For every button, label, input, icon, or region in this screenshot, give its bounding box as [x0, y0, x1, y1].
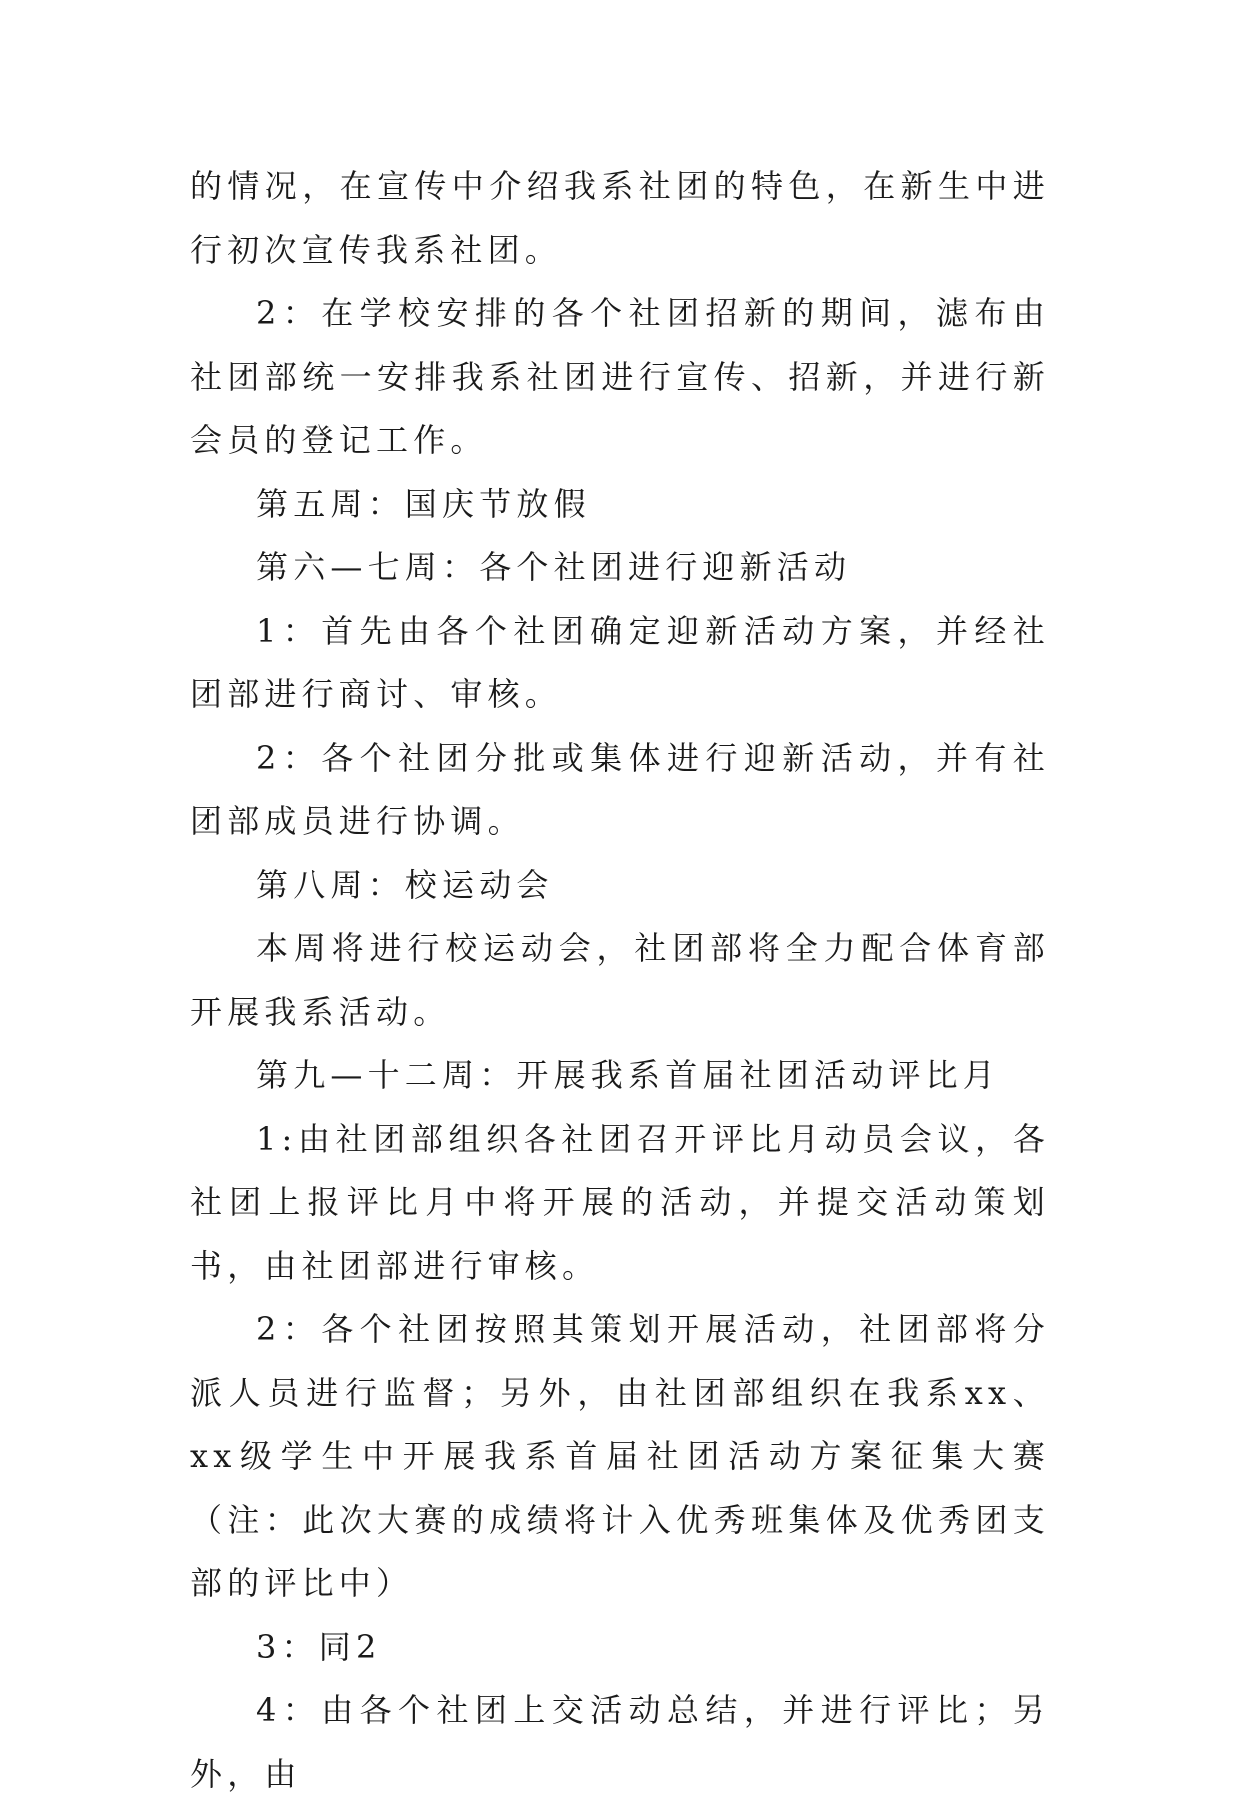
paragraph-1: 的情况，在宣传中介绍我系社团的特色，在新生中进行初次宣传我系社团。 — [190, 167, 1050, 269]
paragraph-13: 4：由各个社团上交活动总结，并进行评比；另外，由 — [190, 1691, 1050, 1793]
paragraph-8: 本周将进行校运动会，社团部将全力配合体育部开展我系活动。 — [190, 929, 1050, 1031]
paragraph-week-9-12-heading: 第九—十二周：开展我系首届社团活动评比月 — [256, 1056, 1001, 1094]
paragraph-11: 2：各个社团按照其策划开展活动，社团部将分派人员进行监督；另外，由社团部组织在我系xx、xx级学生中开展我系首届社团活动方案征集大赛（注：此次大赛的成绩将计入优秀班集体及优秀团支部的评比中） — [190, 1310, 1050, 1602]
paragraph-week-6-7-heading: 第六—七周：各个社团进行迎新活动 — [256, 548, 852, 586]
paragraph-12: 3：同2 — [256, 1627, 382, 1666]
paragraph-week-8-heading: 第八周：校运动会 — [256, 865, 554, 904]
paragraph-week-5-heading: 第五周：国庆节放假 — [256, 484, 591, 523]
document-body — [190, 155, 1050, 1806]
paragraph-2: 2：在学校安排的各个社团招新的期间，滤布由社团部统一安排我系社团进行宣传、招新，并进行新会员的登记工作。 — [190, 294, 1050, 459]
paragraph-6: 2：各个社团分批或集体进行迎新活动，并有社团部成员进行协调。 — [190, 738, 1050, 840]
paragraph-10: 1:由社团部组织各社团召开评比月动员会议，各社团上报评比月中将开展的活动，并提交活动策划书，由社团部进行审核。 — [190, 1119, 1050, 1285]
paragraph-5: 1：首先由各个社团确定迎新活动方案，并经社团部进行商讨、审核。 — [190, 611, 1050, 713]
